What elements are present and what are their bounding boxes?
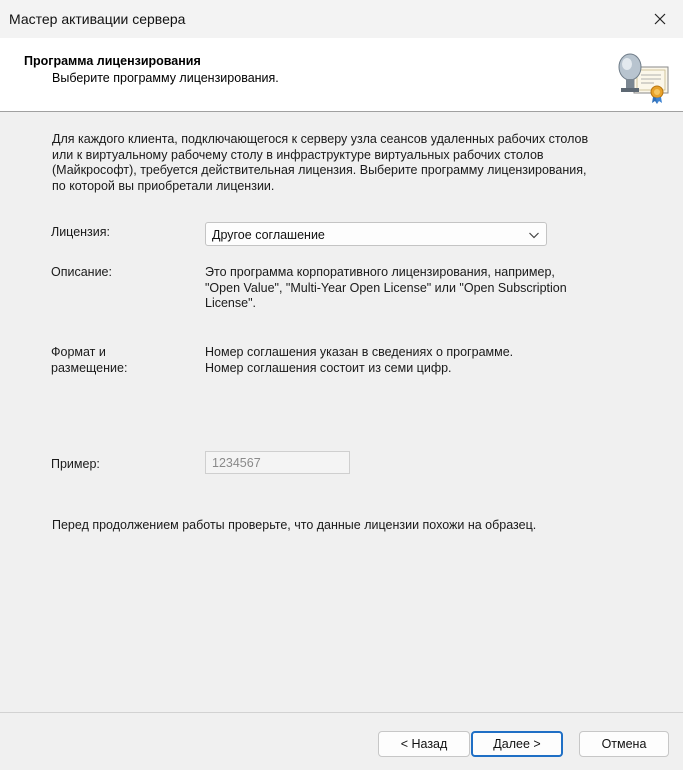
example-label: Пример: (51, 457, 100, 471)
window-title: Мастер активации сервера (9, 11, 186, 27)
example-value: 1234567 (212, 456, 261, 470)
close-icon (654, 13, 666, 25)
certificate-server-icon (612, 45, 672, 105)
format-label-line1: Формат и (51, 345, 106, 359)
wizard-header (0, 38, 683, 112)
cancel-button[interactable]: Отмена (579, 731, 669, 757)
format-text-line1: Номер соглашения указан в сведениях о программе. (205, 345, 514, 359)
page-subtitle: Выберите программу лицензирования. (52, 71, 279, 85)
back-button[interactable]: < Назад (378, 731, 470, 757)
intro-text: Для каждого клиента, подключающегося к серверу узла сеансов удаленных рабочих столов или к виртуальному рабочему столу в инфраструктуре виртуальных рабочих столов (Майкрософт), требуется действительная лицензия. Выберите программу лицензирования, по которой вы приобретали лицензии. (52, 132, 589, 193)
license-selected-value: Другое соглашение (212, 228, 325, 242)
format-label (51, 345, 127, 376)
footer-divider (0, 712, 683, 713)
description-text: Это программа корпоративного лицензирования, например, "Open Value", "Multi-Year Open License" или "Open Subscription License". (205, 265, 567, 310)
format-label-line2: размещение: (51, 360, 128, 375)
license-label: Лицензия: (51, 225, 111, 239)
title-bar (0, 0, 683, 38)
close-button[interactable] (637, 0, 683, 38)
next-button[interactable]: Далее > (471, 731, 563, 757)
page-title: Программа лицензирования (24, 54, 201, 68)
example-field (205, 451, 350, 474)
format-text (205, 345, 585, 376)
note-text: Перед продолжением работы проверьте, что данные лицензии похожи на образец. (52, 518, 537, 532)
description-label: Описание: (51, 265, 112, 279)
chevron-down-icon (528, 229, 540, 241)
license-dropdown[interactable] (205, 222, 547, 246)
format-text-line2: Номер соглашения состоит из семи цифр. (205, 360, 452, 375)
